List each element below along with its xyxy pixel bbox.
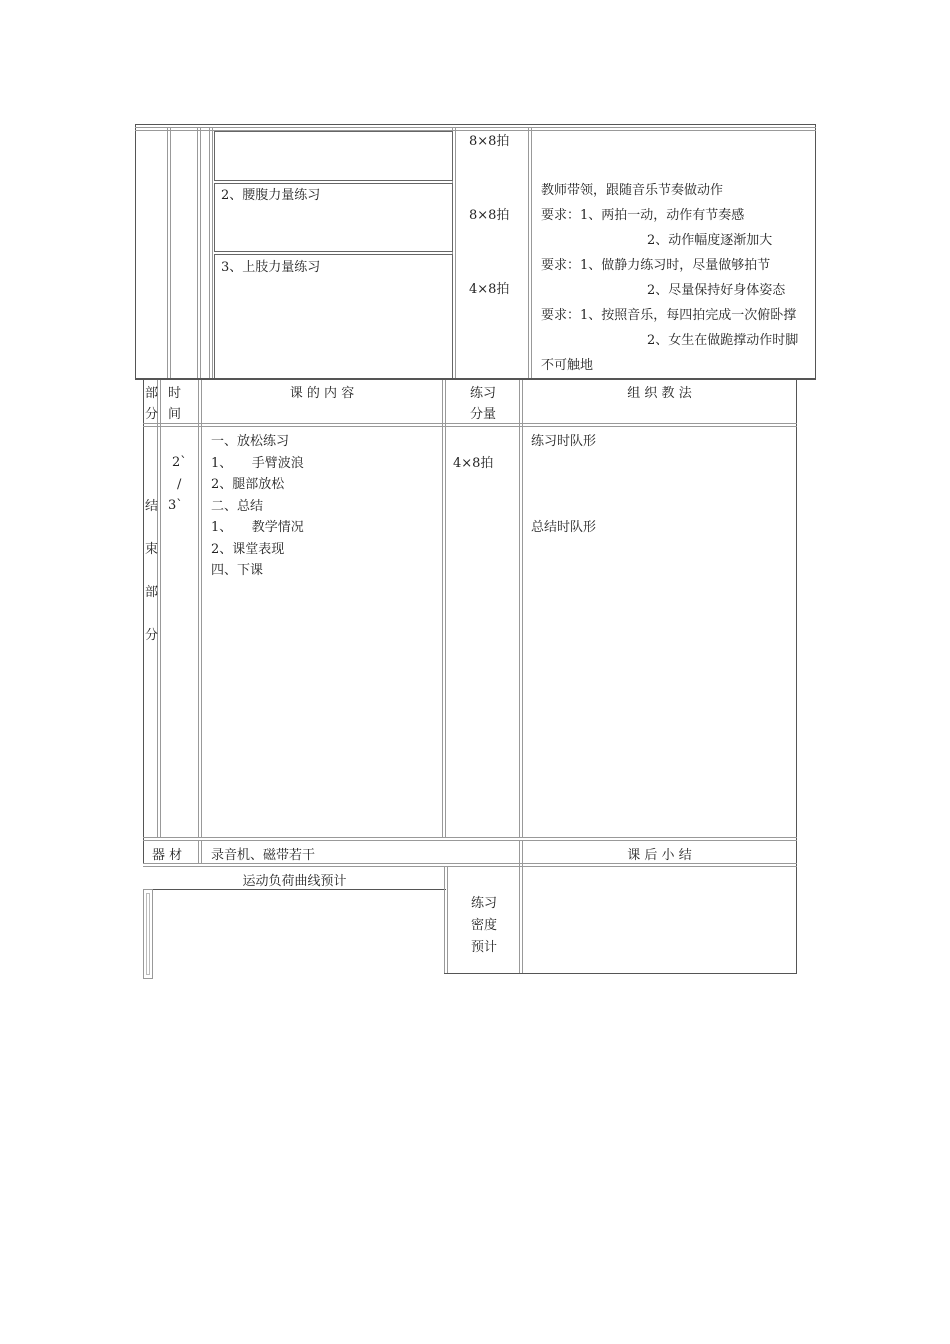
main-border-left	[143, 380, 144, 864]
col-divider-content	[442, 380, 446, 838]
end-content-3: 2、腿部放松	[211, 477, 285, 492]
end-content-7: 四、下课	[211, 563, 264, 578]
beats-2: 8×8拍	[469, 208, 510, 223]
top-table-border-left	[135, 124, 136, 380]
header-content: 课 的 内 容	[289, 386, 355, 401]
main-border-right	[796, 380, 797, 973]
col-divider-part	[157, 380, 161, 838]
equipment-row-top	[143, 837, 797, 841]
top-col-divider-3	[209, 128, 213, 378]
bottom-border	[444, 973, 797, 974]
end-amount: 4×8拍	[453, 456, 494, 471]
header-part-2: 分	[145, 407, 159, 422]
header-row-bottom	[143, 423, 797, 427]
end-method-2: 总结时队形	[531, 520, 597, 535]
end-content-4: 二、总结	[211, 499, 264, 514]
end-time-1: 2`	[172, 455, 187, 470]
summary-label: 课 后 小 结	[627, 848, 692, 863]
method-line-5: 2、尽量保持好身体姿态	[647, 283, 786, 298]
density-label-2: 密度	[470, 918, 497, 933]
col-divider-amount	[519, 380, 523, 838]
top-col-divider-2	[197, 128, 201, 378]
density-label-3: 预计	[470, 940, 497, 955]
end-part-1: 结	[145, 499, 159, 514]
method-line-8: 不可触地	[541, 358, 594, 373]
header-part-1: 部	[145, 386, 159, 401]
equipment-divider-1	[198, 840, 202, 864]
load-curve-inner-frame	[146, 893, 150, 975]
method-line-4: 要求：1、做静力练习时，尽量做够拍节	[541, 258, 771, 273]
end-content-1: 一、放松练习	[211, 434, 290, 449]
top-table-border-top	[135, 124, 816, 125]
content-cell-1	[214, 131, 453, 181]
end-method-1: 练习时队形	[531, 434, 597, 449]
header-time-1: 时	[168, 386, 182, 401]
method-line-1: 教师带领，跟随音乐节奏做动作	[541, 183, 724, 198]
top-table-border-right	[815, 124, 816, 380]
col-divider-time	[198, 380, 202, 838]
method-line-7: 2、女生在做跪撑动作时脚	[647, 333, 799, 348]
item-abdominal: 2、腰腹力量练习	[221, 188, 321, 203]
load-curve-title: 运动负荷曲线预计	[242, 874, 347, 889]
top-col-divider-1	[167, 128, 171, 378]
beats-1: 8×8拍	[469, 134, 510, 149]
header-time-2: 间	[168, 407, 182, 422]
header-amount-1: 练习	[469, 386, 496, 401]
top-table-border-bottom	[135, 378, 816, 380]
end-part-4: 分	[145, 628, 159, 643]
density-label-1: 练习	[470, 896, 497, 911]
top-col-divider-5	[528, 128, 532, 378]
end-part-3: 部	[145, 585, 159, 600]
beats-3: 4×8拍	[469, 282, 510, 297]
end-time-sep: /	[177, 477, 182, 492]
method-line-3: 2、动作幅度逐渐加大	[647, 233, 773, 248]
method-line-2: 要求：1、两拍一动，动作有节奏感	[541, 208, 745, 223]
method-line-6: 要求：1、按照音乐，每四拍完成一次俯卧撑	[541, 308, 797, 323]
end-part-2: 束	[145, 542, 159, 557]
header-method: 组 织 教 法	[627, 386, 692, 401]
header-amount-2: 分量	[469, 407, 496, 422]
equipment-label: 器 材	[152, 848, 183, 863]
end-content-5: 1、 教学情况	[211, 520, 304, 535]
end-time-2: 3`	[168, 498, 183, 513]
end-content-6: 2、课堂表现	[211, 542, 285, 557]
item-upper-limb: 3、上肢力量练习	[221, 260, 321, 275]
equipment-value: 录音机、磁带若干	[211, 848, 316, 863]
end-content-2: 1、 手臂波浪	[211, 456, 304, 471]
